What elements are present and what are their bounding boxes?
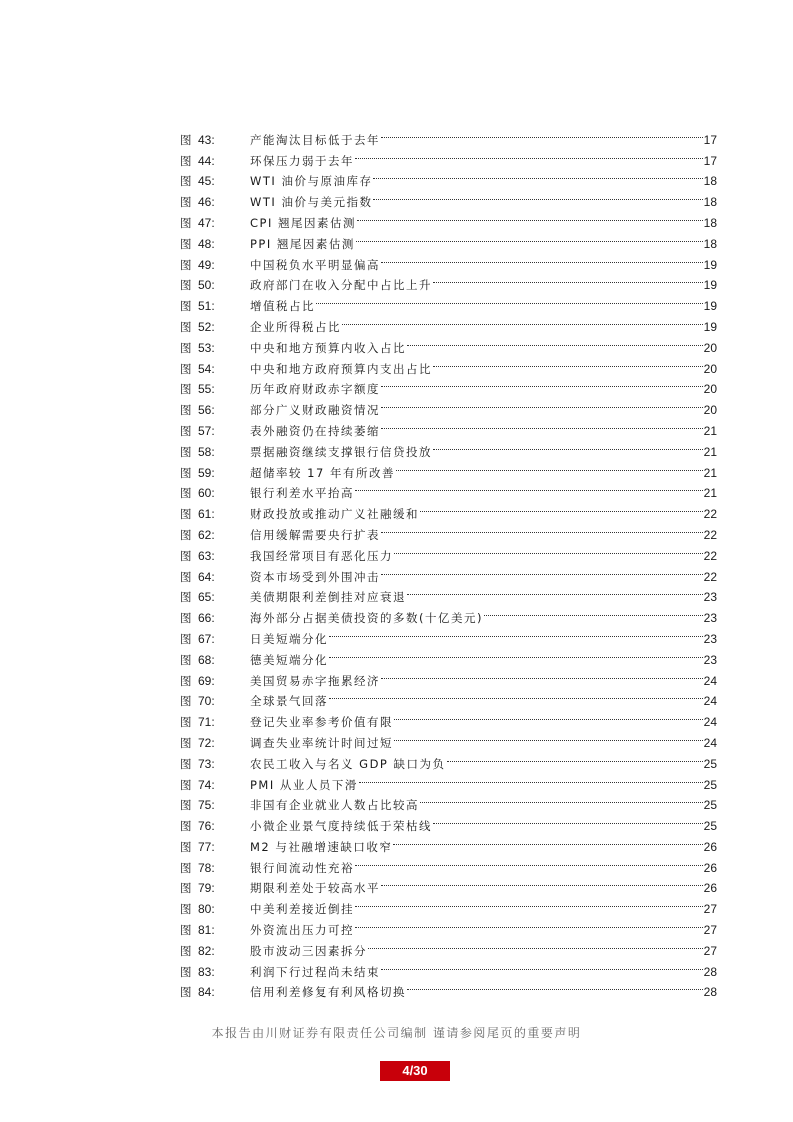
figure-number: 74: bbox=[198, 777, 215, 792]
page-reference[interactable]: 21 bbox=[703, 423, 717, 438]
figure-prefix: 图 bbox=[180, 215, 192, 230]
figure-label bbox=[180, 483, 250, 504]
figure-label bbox=[180, 878, 250, 899]
figure-title-link[interactable]: 股市波动三因素拆分 bbox=[250, 943, 367, 958]
figure-title-link[interactable]: 小微企业景气度持续低于荣枯线 bbox=[250, 819, 432, 834]
dot-leader bbox=[381, 393, 703, 414]
figure-number: 65: bbox=[198, 590, 215, 605]
dot-leader bbox=[433, 352, 703, 373]
figure-label bbox=[180, 192, 250, 213]
page-reference[interactable]: 23 bbox=[703, 631, 717, 646]
figure-title-link[interactable]: 中国税负水平明显偏高 bbox=[250, 257, 380, 272]
figure-number: 75: bbox=[198, 798, 215, 813]
figure-title-link[interactable]: 产能淘汰目标低于去年 bbox=[250, 132, 380, 147]
dot-leader bbox=[394, 726, 703, 747]
page-reference[interactable]: 20 bbox=[703, 403, 717, 418]
page-reference[interactable]: 24 bbox=[703, 735, 717, 750]
page-reference[interactable]: 25 bbox=[703, 756, 717, 771]
figure-title-link[interactable]: 信用利差修复有利风格切换 bbox=[250, 985, 406, 1000]
figure-title-link[interactable]: 银行利差水平抬高 bbox=[250, 486, 354, 501]
figure-prefix: 图 bbox=[180, 694, 192, 709]
dot-leader bbox=[342, 310, 703, 331]
figure-number: 72: bbox=[198, 735, 215, 750]
figure-prefix: 图 bbox=[180, 985, 192, 1000]
dot-leader bbox=[381, 123, 703, 144]
page-reference[interactable]: 26 bbox=[703, 839, 717, 854]
figure-number: 64: bbox=[198, 569, 215, 584]
dot-leader bbox=[407, 976, 703, 997]
figure-label bbox=[180, 671, 250, 692]
page-reference[interactable]: 23 bbox=[703, 652, 717, 667]
figure-title-link[interactable]: PPI 翘尾因素估测 bbox=[250, 236, 355, 251]
page-reference[interactable]: 22 bbox=[703, 527, 717, 542]
figure-number: 69: bbox=[198, 673, 215, 688]
figure-prefix: 图 bbox=[180, 527, 192, 542]
figure-prefix: 图 bbox=[180, 548, 192, 563]
figure-label bbox=[180, 421, 250, 442]
dot-leader bbox=[447, 747, 703, 768]
figure-number: 80: bbox=[198, 902, 215, 917]
dot-leader bbox=[420, 789, 703, 810]
page-reference[interactable]: 27 bbox=[703, 943, 717, 958]
figure-label bbox=[180, 587, 250, 608]
figure-title-link[interactable]: 外资流出压力可控 bbox=[250, 923, 354, 938]
figure-prefix: 图 bbox=[180, 964, 192, 979]
figure-number: 49: bbox=[198, 257, 215, 272]
figure-title-link[interactable]: 德美短端分化 bbox=[250, 652, 328, 667]
page-reference[interactable]: 21 bbox=[703, 465, 717, 480]
figure-title-link[interactable]: 票据融资继续支撑银行信贷投放 bbox=[250, 444, 432, 459]
page-number-badge: 4/30 bbox=[380, 1061, 450, 1081]
figure-number: 71: bbox=[198, 715, 215, 730]
figure-prefix: 图 bbox=[180, 465, 192, 480]
figure-prefix: 图 bbox=[180, 174, 192, 189]
page-reference[interactable]: 25 bbox=[703, 819, 717, 834]
dot-leader bbox=[355, 144, 703, 165]
figure-title-link[interactable]: 部分广义财政融资情况 bbox=[250, 403, 380, 418]
figure-prefix: 图 bbox=[180, 652, 192, 667]
figure-title-link[interactable]: 登记失业率参考价值有限 bbox=[250, 715, 393, 730]
page-reference[interactable]: 24 bbox=[703, 694, 717, 709]
dot-leader bbox=[394, 705, 703, 726]
figure-prefix: 图 bbox=[180, 153, 192, 168]
page-reference[interactable]: 20 bbox=[703, 382, 717, 397]
figure-label bbox=[180, 234, 250, 255]
figure-prefix: 图 bbox=[180, 735, 192, 750]
figure-label bbox=[180, 795, 250, 816]
page-reference[interactable]: 22 bbox=[703, 548, 717, 563]
figure-label bbox=[180, 504, 250, 525]
figure-number: 78: bbox=[198, 860, 215, 875]
dot-leader bbox=[381, 664, 703, 685]
figure-title-link[interactable]: 增值税占比 bbox=[250, 299, 315, 314]
figure-title-link[interactable]: M2 与社融增速缺口收窄 bbox=[250, 839, 393, 854]
figure-label bbox=[180, 525, 250, 546]
figure-number: 61: bbox=[198, 507, 215, 522]
page-reference[interactable]: 23 bbox=[703, 611, 717, 626]
figure-prefix: 图 bbox=[180, 195, 192, 210]
page-reference[interactable]: 23 bbox=[703, 590, 717, 605]
dot-leader bbox=[407, 581, 703, 602]
figure-prefix: 图 bbox=[180, 361, 192, 376]
figure-number: 62: bbox=[198, 527, 215, 542]
figure-prefix: 图 bbox=[180, 507, 192, 522]
figure-title-link[interactable]: 财政投放或推动广义社融缓和 bbox=[250, 507, 419, 522]
figure-number: 51: bbox=[198, 299, 215, 314]
dot-leader bbox=[381, 373, 703, 394]
figure-title-link[interactable]: 银行间流动性充裕 bbox=[250, 860, 354, 875]
figure-number: 81: bbox=[198, 923, 215, 938]
page-reference[interactable]: 28 bbox=[703, 964, 717, 979]
figure-title-link[interactable]: 调查失业率统计时间过短 bbox=[250, 735, 393, 750]
figure-prefix: 图 bbox=[180, 902, 192, 917]
figure-title-link[interactable]: 美债期限利差倒挂对应衰退 bbox=[250, 590, 406, 605]
figure-title-link[interactable]: 美国贸易赤字拖累经济 bbox=[250, 673, 380, 688]
figure-title-link[interactable]: 利润下行过程尚未结束 bbox=[250, 964, 380, 979]
figure-label bbox=[180, 317, 250, 338]
figure-number: 57: bbox=[198, 423, 215, 438]
figure-number: 76: bbox=[198, 819, 215, 834]
page-reference[interactable]: 22 bbox=[703, 569, 717, 584]
figure-prefix: 图 bbox=[180, 340, 192, 355]
figure-title-link[interactable]: 我国经常项目有恶化压力 bbox=[250, 548, 393, 563]
figure-number: 79: bbox=[198, 881, 215, 896]
figure-prefix: 图 bbox=[180, 611, 192, 626]
figure-number: 45: bbox=[198, 174, 215, 189]
figure-label bbox=[180, 837, 250, 858]
figure-label bbox=[180, 379, 250, 400]
page-reference[interactable]: 25 bbox=[703, 777, 717, 792]
figure-number: 60: bbox=[198, 486, 215, 501]
figure-prefix: 图 bbox=[180, 798, 192, 813]
figure-title-link[interactable]: 中央和地方政府预算内支出占比 bbox=[250, 361, 432, 376]
figure-title-link[interactable]: 表外融资仍在持续萎缩 bbox=[250, 423, 380, 438]
figure-number: 68: bbox=[198, 652, 215, 667]
dot-leader bbox=[393, 830, 702, 851]
page-reference[interactable]: 22 bbox=[703, 507, 717, 522]
figure-prefix: 图 bbox=[180, 756, 192, 771]
figure-label bbox=[180, 338, 250, 359]
figure-label bbox=[180, 650, 250, 671]
figure-prefix: 图 bbox=[180, 403, 192, 418]
figure-prefix: 图 bbox=[180, 860, 192, 875]
figure-number: 44: bbox=[198, 153, 215, 168]
dot-leader bbox=[329, 685, 703, 706]
figure-title-link[interactable]: 非国有企业就业人数占比较高 bbox=[250, 798, 419, 813]
page-reference[interactable]: 18 bbox=[703, 236, 717, 251]
figure-number: 56: bbox=[198, 403, 215, 418]
figure-title-link[interactable]: 中美利差接近倒挂 bbox=[250, 902, 354, 917]
page-reference[interactable]: 20 bbox=[703, 340, 717, 355]
figure-label bbox=[180, 899, 250, 920]
figure-label bbox=[180, 130, 250, 151]
figure-number: 67: bbox=[198, 631, 215, 646]
figure-number: 59: bbox=[198, 465, 215, 480]
figure-prefix: 图 bbox=[180, 881, 192, 896]
dot-leader bbox=[373, 165, 702, 186]
dot-leader bbox=[433, 435, 703, 456]
figure-label bbox=[180, 463, 250, 484]
figure-prefix: 图 bbox=[180, 569, 192, 584]
figure-prefix: 图 bbox=[180, 923, 192, 938]
figure-title-link[interactable]: 政府部门在收入分配中占比上升 bbox=[250, 278, 432, 293]
figure-title-link[interactable]: 农民工收入与名义 GDP 缺口为负 bbox=[250, 756, 446, 771]
figure-prefix: 图 bbox=[180, 590, 192, 605]
page-reference[interactable]: 19 bbox=[703, 278, 717, 293]
page-reference[interactable]: 19 bbox=[703, 299, 717, 314]
figure-title-link[interactable]: 期限利差处于较高水平 bbox=[250, 881, 380, 896]
page-reference[interactable]: 18 bbox=[703, 195, 717, 210]
figure-label bbox=[180, 754, 250, 775]
dot-leader bbox=[381, 518, 703, 539]
figure-label bbox=[180, 775, 250, 796]
page-reference[interactable]: 28 bbox=[703, 985, 717, 1000]
figure-title-link[interactable]: 企业所得税占比 bbox=[250, 319, 341, 334]
dot-leader bbox=[329, 643, 703, 664]
dot-leader bbox=[329, 622, 703, 643]
page-reference[interactable]: 27 bbox=[703, 923, 717, 938]
page-reference[interactable]: 25 bbox=[703, 798, 717, 813]
page-reference[interactable]: 18 bbox=[703, 215, 717, 230]
figure-prefix: 图 bbox=[180, 278, 192, 293]
figure-label bbox=[180, 567, 250, 588]
page-reference[interactable]: 27 bbox=[703, 902, 717, 917]
figure-prefix: 图 bbox=[180, 943, 192, 958]
figure-title-link[interactable]: WTI 油价与美元指数 bbox=[250, 195, 373, 210]
dot-leader bbox=[373, 185, 702, 206]
figure-prefix: 图 bbox=[180, 715, 192, 730]
figure-prefix: 图 bbox=[180, 673, 192, 688]
figure-label bbox=[180, 359, 250, 380]
dot-leader bbox=[355, 851, 703, 872]
figure-title-link[interactable]: 中央和地方预算内收入占比 bbox=[250, 340, 406, 355]
figure-number: 54: bbox=[198, 361, 215, 376]
figure-number: 63: bbox=[198, 548, 215, 563]
toc-entry[interactable] bbox=[180, 123, 717, 147]
figure-label bbox=[180, 400, 250, 421]
figure-title-link[interactable]: 超储率较 17 年有所改善 bbox=[250, 465, 395, 480]
page-reference[interactable]: 24 bbox=[703, 715, 717, 730]
dot-leader bbox=[356, 227, 703, 248]
dot-leader bbox=[355, 913, 703, 934]
figure-prefix: 图 bbox=[180, 444, 192, 459]
figure-number: 50: bbox=[198, 278, 215, 293]
figure-prefix: 图 bbox=[180, 423, 192, 438]
figure-number: 52: bbox=[198, 319, 215, 334]
dot-leader bbox=[433, 809, 703, 830]
page-reference[interactable]: 26 bbox=[703, 860, 717, 875]
figure-number: 73: bbox=[198, 756, 215, 771]
figure-number: 82: bbox=[198, 943, 215, 958]
figure-label bbox=[180, 275, 250, 296]
figure-prefix: 图 bbox=[180, 257, 192, 272]
dot-leader bbox=[381, 560, 703, 581]
figure-number: 55: bbox=[198, 382, 215, 397]
figure-label bbox=[180, 941, 250, 962]
figure-list bbox=[180, 123, 717, 1000]
dot-leader bbox=[357, 206, 703, 227]
dot-leader bbox=[381, 248, 703, 269]
dot-leader bbox=[355, 477, 703, 498]
figure-label bbox=[180, 858, 250, 879]
page-reference[interactable]: 19 bbox=[703, 257, 717, 272]
figure-number: 83: bbox=[198, 964, 215, 979]
dot-leader bbox=[381, 414, 703, 435]
figure-label bbox=[180, 296, 250, 317]
page-reference[interactable]: 26 bbox=[703, 881, 717, 896]
figure-prefix: 图 bbox=[180, 236, 192, 251]
figure-prefix: 图 bbox=[180, 631, 192, 646]
figure-title-link[interactable]: 海外部分占据美债投资的多数(十亿美元) bbox=[250, 611, 483, 626]
figure-title-link[interactable]: 信用缓解需要央行扩表 bbox=[250, 527, 380, 542]
figure-title-link[interactable]: WTI 油价与原油库存 bbox=[250, 174, 373, 189]
figure-title-link[interactable]: PMI 从业人员下滑 bbox=[250, 777, 358, 792]
page-reference[interactable]: 21 bbox=[703, 486, 717, 501]
figure-label bbox=[180, 982, 250, 1003]
figure-label bbox=[180, 546, 250, 567]
figure-title-link[interactable]: 资本市场受到外围冲击 bbox=[250, 569, 380, 584]
dot-leader bbox=[420, 497, 703, 518]
dot-leader bbox=[381, 872, 703, 893]
page-reference[interactable]: 20 bbox=[703, 361, 717, 376]
dot-leader bbox=[355, 892, 703, 913]
figure-prefix: 图 bbox=[180, 299, 192, 314]
footer-disclaimer: 本报告由川财证券有限责任公司编制 谨请参阅尾页的重要声明 bbox=[211, 1026, 582, 1040]
figure-label bbox=[180, 629, 250, 650]
dot-leader bbox=[368, 934, 703, 955]
figure-label bbox=[180, 213, 250, 234]
figure-title-link[interactable]: 日美短端分化 bbox=[250, 631, 328, 646]
dot-leader bbox=[407, 331, 703, 352]
figure-prefix: 图 bbox=[180, 319, 192, 334]
page-reference[interactable]: 18 bbox=[703, 174, 717, 189]
dot-leader bbox=[433, 269, 703, 290]
figure-prefix: 图 bbox=[180, 382, 192, 397]
figure-number: 58: bbox=[198, 444, 215, 459]
figure-number: 77: bbox=[198, 839, 215, 854]
figure-label bbox=[180, 691, 250, 712]
figure-prefix: 图 bbox=[180, 486, 192, 501]
figure-number: 48: bbox=[198, 236, 215, 251]
figure-number: 70: bbox=[198, 694, 215, 709]
figure-prefix: 图 bbox=[180, 777, 192, 792]
figure-label bbox=[180, 171, 250, 192]
figure-title-link[interactable]: 全球景气回落 bbox=[250, 694, 328, 709]
figure-label bbox=[180, 255, 250, 276]
figure-label bbox=[180, 608, 250, 629]
page-reference[interactable]: 17 bbox=[703, 153, 717, 168]
page-reference[interactable]: 17 bbox=[703, 132, 717, 147]
figure-number: 46: bbox=[198, 195, 215, 210]
figure-number: 53: bbox=[198, 340, 215, 355]
figure-prefix: 图 bbox=[180, 839, 192, 854]
figure-title-link[interactable]: CPI 翘尾因素估测 bbox=[250, 215, 357, 230]
figure-prefix: 图 bbox=[180, 819, 192, 834]
figure-title-link[interactable]: 环保压力弱于去年 bbox=[250, 153, 354, 168]
figure-label bbox=[180, 962, 250, 983]
figure-label bbox=[180, 816, 250, 837]
figure-number: 43: bbox=[198, 132, 215, 147]
figure-number: 66: bbox=[198, 611, 215, 626]
dot-leader bbox=[359, 768, 703, 789]
figure-label bbox=[180, 920, 250, 941]
dot-leader bbox=[484, 601, 703, 622]
figure-label bbox=[180, 442, 250, 463]
figure-label bbox=[180, 733, 250, 754]
page-reference[interactable]: 24 bbox=[703, 673, 717, 688]
page-reference[interactable]: 19 bbox=[703, 319, 717, 334]
figure-number: 84: bbox=[198, 985, 215, 1000]
dot-leader bbox=[394, 539, 703, 560]
page-reference[interactable]: 21 bbox=[703, 444, 717, 459]
figure-number: 47: bbox=[198, 215, 215, 230]
figure-prefix: 图 bbox=[180, 132, 192, 147]
figure-label bbox=[180, 151, 250, 172]
figure-title-link[interactable]: 历年政府财政赤字额度 bbox=[250, 382, 380, 397]
figure-label bbox=[180, 712, 250, 733]
dot-leader bbox=[381, 955, 703, 976]
dot-leader bbox=[316, 289, 703, 310]
dot-leader bbox=[396, 456, 703, 477]
